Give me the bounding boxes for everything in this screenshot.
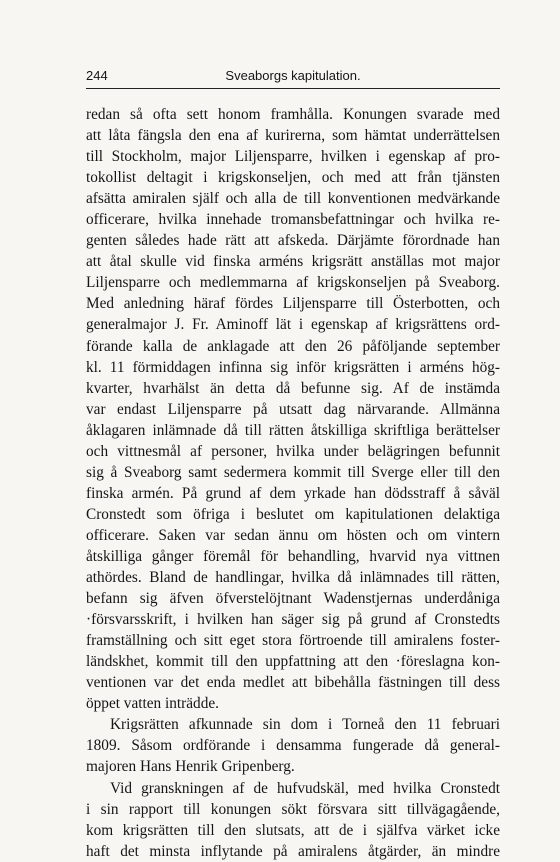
text-line: generalmajor J. Fr. Aminoff lät i egenskap af krigsrättens ord- (86, 316, 500, 334)
text-line: åklagaren inlämnade då till rätten åtskilliga skriftliga berättelser (86, 421, 500, 439)
text-line: förande kalla de anklagade att den 26 påföljande september (86, 337, 500, 355)
page-header (86, 64, 500, 90)
text-line: till Stockholm, major Liljensparre, hvilken i egenskap af pro- (86, 148, 500, 166)
text-line: och vittnesmål af personer, hvilka under belägringen befunnit (86, 442, 500, 460)
text-line: åtskilliga gånger föremål för behandling, hvarvid nya vittnen (86, 547, 500, 565)
text-line: finska armén. På grund af dem yrkade han dödsstraff å såväl (86, 484, 500, 502)
text-line: kl. 11 förmiddagen infinna sig inför krigsrätten i arméns hög- (86, 358, 500, 376)
text-line: Cronstedt som öfriga i beslutet om kapitulationen delaktiga (86, 505, 500, 523)
header-rule (86, 88, 500, 89)
text-line: sig å Sveaborg samt sedermera kommit till Sverge eller till den (86, 463, 500, 481)
text-line: var endast Liljensparre på utsatt dag närvarande. Allmänna (86, 400, 500, 418)
text-line: befann sig äfven öfverstelöjtnant Wadenstjernas underdåniga (86, 590, 500, 608)
text-line: kom krigsrätten till den slutsats, att de i själfva värket icke (86, 821, 500, 839)
text-line: ventionen var det enda medlet att bibehålla fästningen till dess (86, 674, 500, 692)
text-line: afsätta amiralen själf och alla de till konventionen medvärkande (86, 190, 500, 208)
text-line: athördes. Bland de handlingar, hvilka då inlämnades till rätten, (86, 569, 500, 587)
text-line: ·försvarsskrift, i hvilken han säger sig på grund af Cronstedts (86, 611, 500, 629)
text-line: tokollist deltagit i krigskonseljen, och med att från tjänsten (86, 169, 500, 187)
page-number: 244 (86, 68, 108, 83)
text-line: att låta fängsla den ena af kurirerna, som hämtat underrättelsen (86, 127, 500, 145)
text-line: att åtal skulle vid finska arméns krigsrätt anställas mot major (86, 253, 500, 271)
text-line: ländskhet, kommit till den uppfattning att den ·föreslagna kon- (86, 653, 500, 671)
text-line: majoren Hans Henrik Gripenberg. (86, 758, 295, 776)
text-line: kvarter, hvarhälst än detta då befunne sig. Af de instämda (86, 379, 500, 397)
text-line: Vid granskningen af de hufvudskäl, med hvilka Cronstedt (110, 779, 500, 797)
text-line: 1809. Såsom ordförande i densamma fungerade då general- (86, 737, 500, 755)
text-line: genten således hade rätt att afskeda. Därjämte förordnade han (86, 232, 500, 250)
text-line: framställning och sitt eget stora förtroende till amiralens foster- (86, 632, 500, 650)
text-line: öppet vatten inträdde. (86, 695, 219, 713)
text-line: Liljensparre och medlemmarna af krigskonseljen på Sveaborg. (86, 274, 500, 292)
text-line: haft det minsta inflytande på amiralens åtgärder, än mindre (86, 842, 500, 860)
text-line: Krigsrätten afkunnade sin dom i Torneå den 11 februari (110, 716, 500, 734)
text-line: officerare, hvilka innehade tromansbefattningar och hvilka re- (86, 211, 500, 229)
body-text (86, 104, 500, 862)
running-title: Sveaborgs kapitulation. (225, 68, 361, 83)
text-line: officerare. Saken var sedan ännu om hösten och om vintern (86, 526, 500, 544)
text-line: redan så ofta sett honom framhålla. Konungen svarade med (86, 106, 500, 123)
text-line: i sin rapport till konungen sökt försvara sitt tillvägagående, (86, 800, 500, 818)
text-line: Med anledning häraf fördes Liljensparre till Österbotten, och (86, 295, 500, 313)
